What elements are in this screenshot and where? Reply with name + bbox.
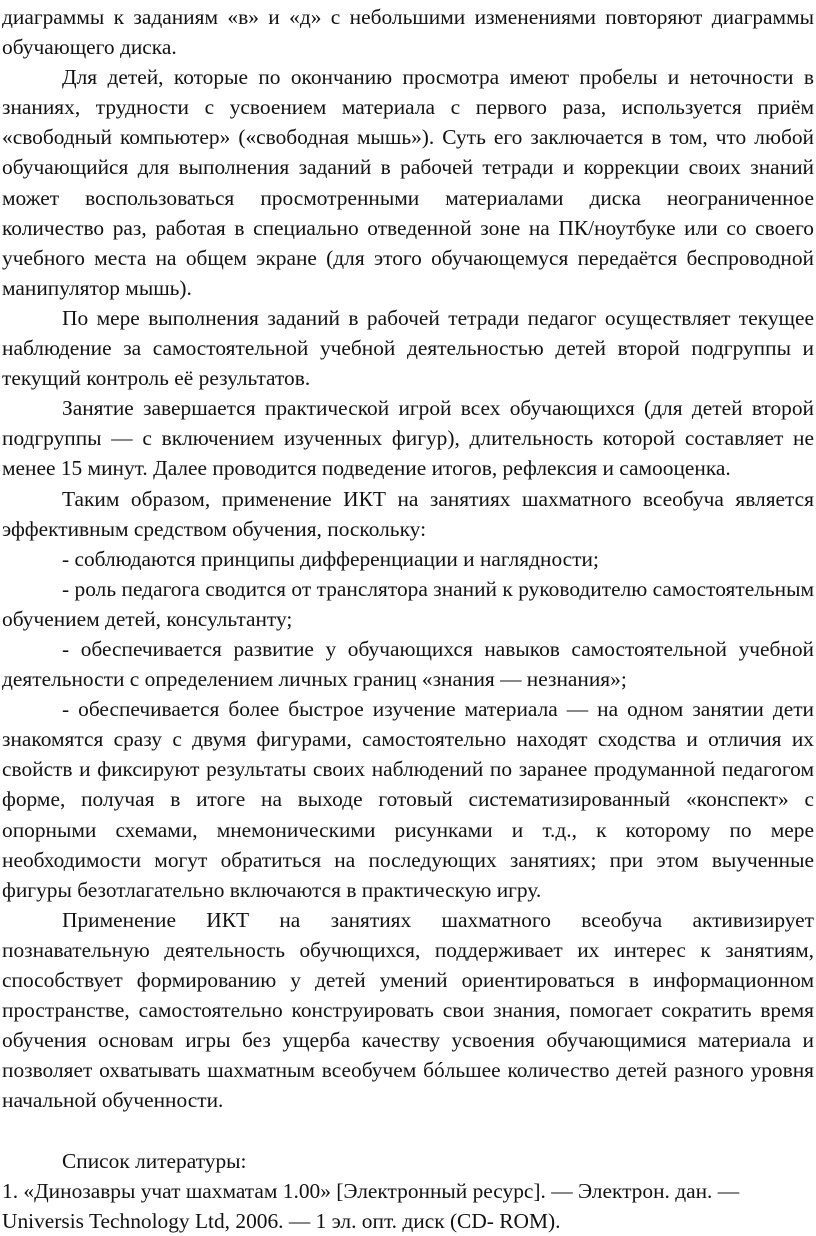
- paragraph-free-computer: Для детей, которые по окончанию просмотра имеют пробелы и неточности в знаниях, трудности с усвоением материала с первого раза, используется приём «свободный компьютер» («свободная мышь»). Суть его заключается в том, что любой обучающийся для выполнения заданий в рабочей тетради и коррекции своих знаний может воспользоваться просмотренными материалами диска неограниченное количество раз, работая в специально отведенной зоне на ПК/ноутбуке или со своего учебного места на общем экране (для этого обучающемуся передаётся беспроводной манипулятор мышь).: [2, 65, 814, 300]
- paragraph-ict-summary: Применение ИКТ на занятиях шахматного всеобуча активизирует познавательную деятельность обучющихся, поддерживает их интерес к занятиям, способствует формированию у детей умений ориентироваться в информационном пространстве, самостоятельно конструировать свои знания, помогает сократить время обучения основам игры без ущерба качеству усвоения обучающимися материала и позволяет охватывать шахматным всеобучем бóльшее количество детей разного уровня начальной обученности.: [2, 907, 814, 1113]
- blank-line: [2, 1115, 814, 1145]
- paragraph-continued: диаграммы к заданиям «в» и «д» с небольшими изменениями повторяют диаграммы обучающего диска.: [2, 5, 814, 60]
- reference-item: 1. «Динозавры учат шахматам 1.00» [Электронный ресурс]. — Электрон. дан. — Universis Technology Ltd, 2006. — 1 эл. опт. диск (CD- ROM).: [2, 1178, 740, 1233]
- references-title: Список литературы:: [62, 1148, 247, 1173]
- list-item-principles: - соблюдаются принципы дифференциации и наглядности;: [62, 546, 599, 571]
- paragraph-conclusion-intro: Таким образом, применение ИКТ на занятиях шахматного всеобуча является эффективным средством обучения, поскольку:: [2, 486, 814, 541]
- paragraph-lesson-ending: Занятие завершается практической игрой всех обучающихся (для детей второй подгруппы — с включением изученных фигур), длительность которой составляет не менее 15 минут. Далее проводится подведение итогов, рефлексия и самооценка.: [2, 396, 814, 481]
- list-item-faster-learning: - обеспечивается более быстрое изучение материала — на одном занятии дети знакомятся сразу с двумя фигурами, самостоятельно находят сходства и отличия их свойств и фиксируют результаты своих наблюдений по заранее продуманной педагогом форме, получая в итоге на выходе готовый систематизированный «конспект» с опорными схемами, мнемоническими рисунками и т.д., к которому по мере необходимости могут обратиться на последующих занятиях; при этом выученные фигуры безотлагательно включаются в практическую игру.: [2, 697, 814, 902]
- list-item-teacher-role: - роль педагога сводится от транслятора знаний к руководителю самостоятельным обучением детей, консультанту;: [2, 576, 814, 631]
- list-item-self-study-skills: - обеспечивается развитие у обучающихся навыков самостоятельной учебной деятельности с определением личных границ «знания — незнания»;: [2, 636, 814, 692]
- paragraph-teacher-observation: По мере выполнения заданий в рабочей тетради педагог осуществляет текущее наблюдение за самостоятельной учебной деятельностью детей второй подгруппы и текущий контроль её результатов.: [2, 305, 814, 391]
